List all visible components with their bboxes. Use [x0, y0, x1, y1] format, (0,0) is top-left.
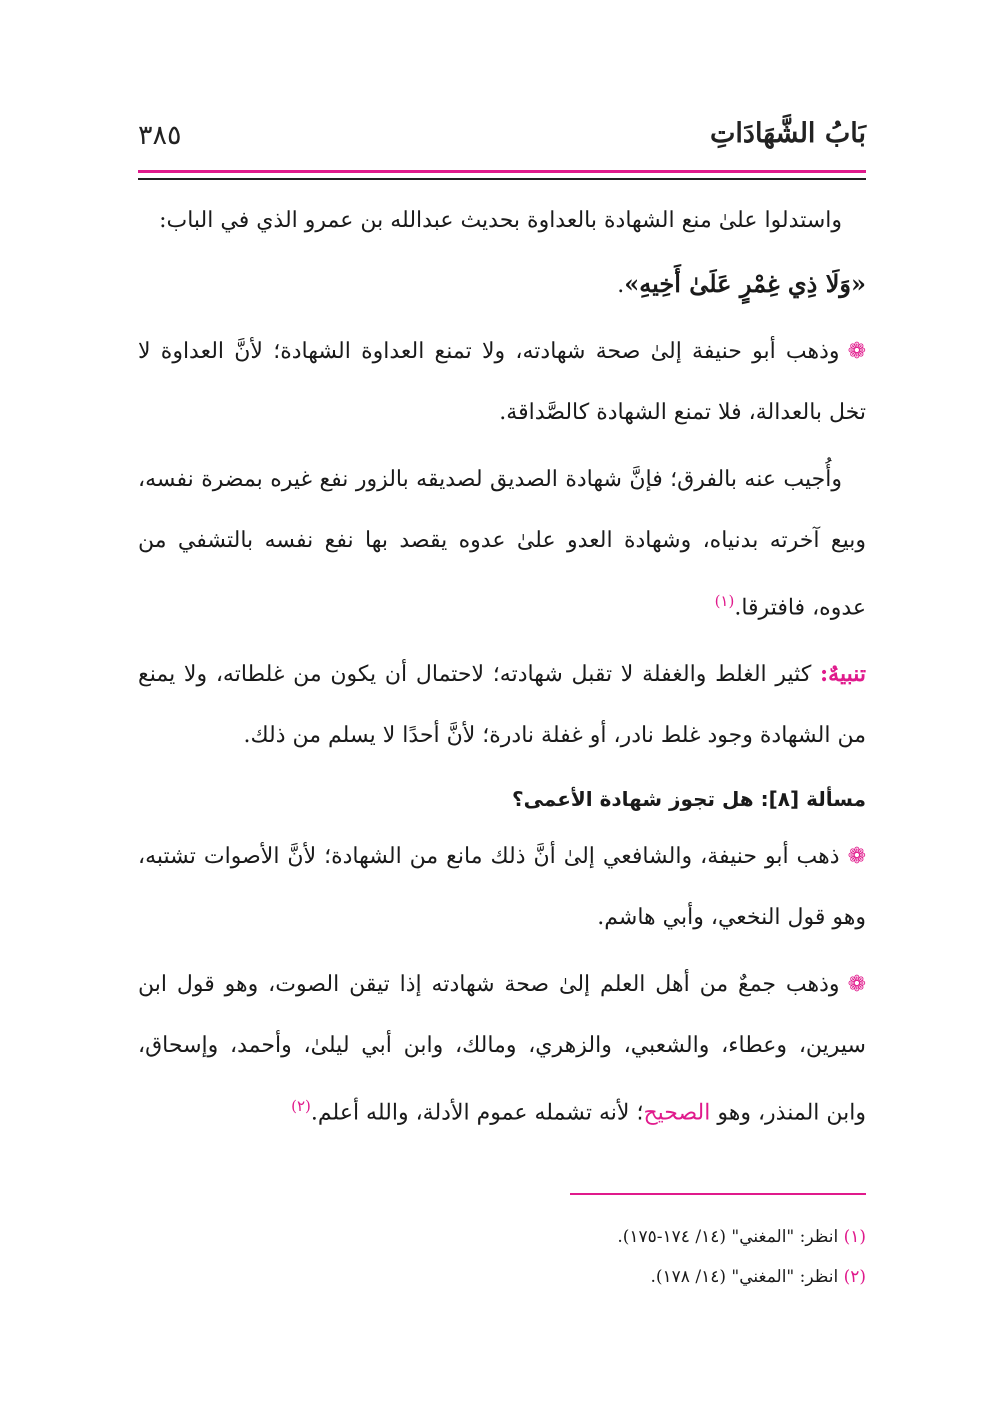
paragraph-5 [138, 826, 866, 948]
flower-icon: ❁ [847, 339, 866, 364]
paragraph-2-text: وذهب أبو حنيفة إلىٰ صحة شهادته، ولا تمنع العداوة الشهادة؛ لأنَّ العداوة لا تخل بالعدالة، فلا تمنع الشهادة كالصَّداقة. [138, 339, 866, 425]
footnote-marker-1[interactable]: (١) [714, 592, 735, 610]
paragraph-6-highlight: الصحيح [643, 1100, 711, 1126]
footnote-divider [570, 1193, 866, 1195]
paragraph-6 [138, 954, 866, 1143]
footnote-text: انظر: "المغني" (١٤/ ١٧٨). [650, 1267, 844, 1287]
footnote-number: (١) [843, 1227, 866, 1247]
paragraph-4-text: كثير الغلط والغفلة لا تقبل شهادته؛ لاحتمال أن يكون من غلطاته، ولا يمنع من الشهادة وجود غلط نادر، أو غفلة نادرة؛ لأنَّ أحدًا لا يسلم من ذلك. [138, 662, 866, 749]
hadith-quote-end: . [617, 273, 625, 298]
paragraph-1-text: واستدلوا علىٰ منع الشهادة بالعداوة بحديث عبدالله بن عمرو الذي في الباب: [159, 208, 842, 233]
flower-icon: ❁ [847, 972, 866, 998]
paragraph-4 [138, 644, 866, 766]
footnote-text: انظر: "المغني" (١٤/ ١٧٤-١٧٥). [617, 1227, 844, 1247]
paragraph-3-text: وأُجيب عنه بالفرق؛ فإنَّ شهادة الصديق لصديقه بالزور نفع غيره بمضرة نفسه، وبيع آخرته بدنياه، وشهادة العدو علىٰ عدوه يقصد بها نفع نفسه بالتشفي من عدوه، فافترقا. [138, 467, 866, 621]
hadith-quote: «وَلَا ذِي غِمْرٍ عَلَىٰ أَخِيهِ» [624, 269, 866, 298]
paragraph-1 [138, 190, 866, 251]
footnote-1 [138, 1220, 866, 1254]
footnote-marker-2[interactable]: (٢) [291, 1097, 311, 1116]
footnote-number: (٢) [843, 1267, 866, 1287]
question-heading: مسألة [٨]: هل تجوز شهادة الأعمى؟ [511, 787, 866, 812]
page-number: ٣٨٥ [138, 120, 182, 151]
header-divider-accent [138, 170, 866, 173]
footnotes [138, 1220, 866, 1300]
flower-icon: ❁ [847, 844, 866, 870]
paragraph-5-text: ذهب أبو حنيفة، والشافعي إلىٰ أنَّ ذلك مانع من الشهادة؛ لأنَّ الأصوات تشتبه، وهو قول النخعي، وأبي هاشم. [138, 844, 866, 931]
chapter-title: بَابُ الشَّهَادَاتِ [710, 118, 866, 149]
paragraph-6-text-after: ؛ لأنه تشمله عموم الأدلة، والله أعلم. [310, 1100, 644, 1126]
paragraph-6-text-before: وذهب جمعٌ من أهل العلم إلىٰ صحة شهادته إذا تيقن الصوت، وهو قول ابن سيرين، وعطاء، والشعبي، والزهري، ومالك، وابن أبي ليلىٰ، وأحمد، وإسحاق، وابن المنذر، وهو [138, 972, 866, 1126]
main-text [138, 190, 866, 1150]
note-label: تنبيهٌ: [820, 661, 866, 688]
page-header [138, 118, 866, 162]
header-divider [138, 178, 866, 180]
footnote-2 [138, 1260, 866, 1294]
paragraph-2 [138, 321, 866, 443]
hadith-quote-line [138, 257, 866, 313]
paragraph-3 [138, 449, 866, 638]
